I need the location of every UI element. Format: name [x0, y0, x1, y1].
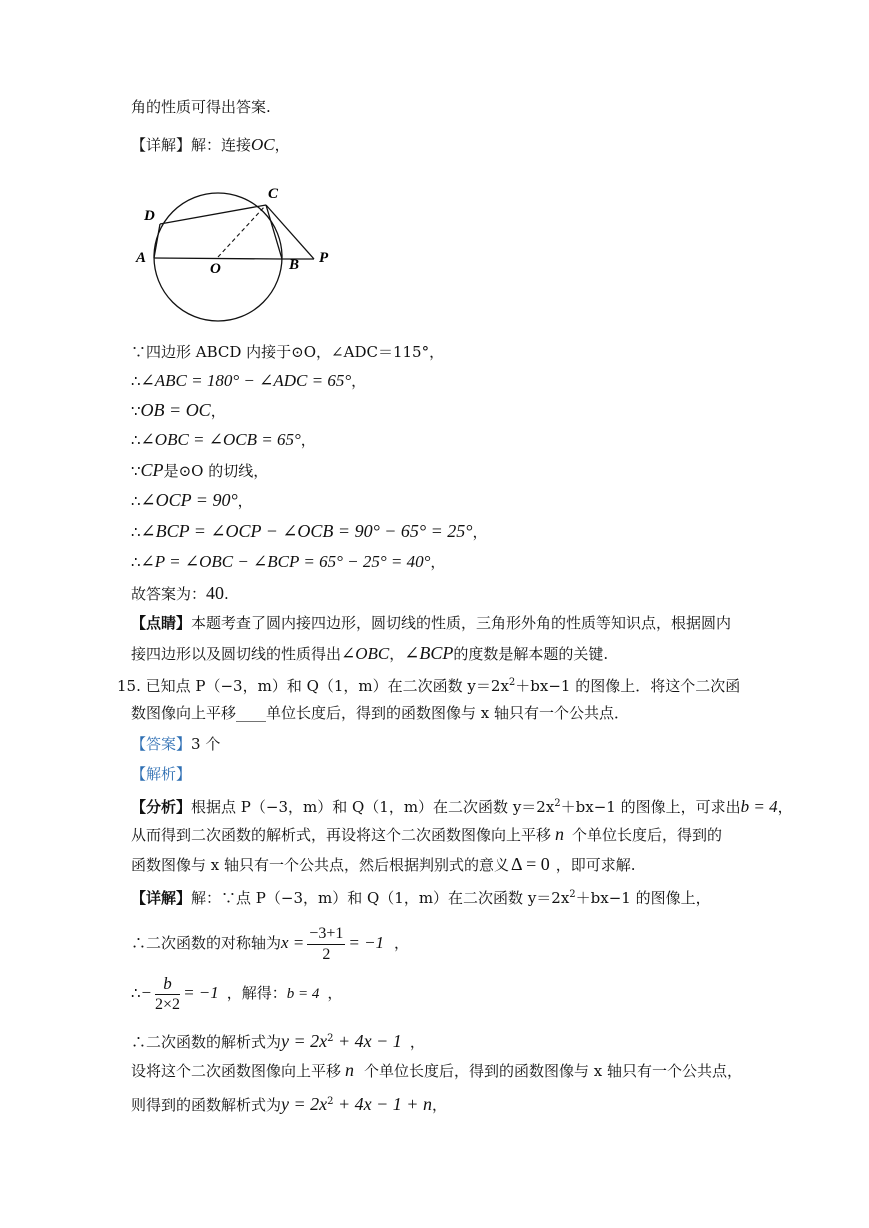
- segment-ab: [154, 258, 282, 259]
- analysis-line: 函数图像与 x 轴只有一个公共点，然后根据判别式的意义 Δ = 0 ，即可求解.: [131, 854, 636, 874]
- answer-tag: 【答案】: [131, 735, 192, 753]
- tangent-cp: [266, 205, 314, 259]
- text-line: 角的性质可得出答案.: [131, 98, 271, 116]
- detail-line: 【详解】解：连接OC，: [131, 135, 290, 154]
- math-line: ∴∠BCP = ∠OCP − ∠OCB = 90° − 65° = 25°，: [131, 521, 488, 541]
- fraction: $\frac{b}{2\times 2}$: [155, 973, 181, 1013]
- analysis-tag: 【解析】: [131, 765, 192, 783]
- math-line: ∵CP是⊙O 的切线，: [131, 460, 269, 480]
- step-shift-line: 设将这个二次函数图像向上平移 n 个单位长度后，得到的函数图像与 x 轴只有一个公共点，: [131, 1060, 743, 1080]
- step-b-line: ∴− $\frac{b}{2\times 2}$ = −1 ，解得：b = 4 ，: [131, 973, 343, 1013]
- step-result-line: 则得到的函数解析式为$y = 2x^2 + 4x - 1 + n$，: [131, 1094, 447, 1114]
- math-line: ∴∠OCP = 90°，: [131, 490, 253, 510]
- segment-ad: [154, 224, 160, 258]
- detail-line: 【详解】解：∵点 P（−3，m）和 Q（1，m）在二次函数 $y=2x^2+bx-1$ 的图像上，: [131, 889, 711, 907]
- comment-tag: 【点睛】: [131, 614, 192, 632]
- label-c: C: [268, 186, 279, 202]
- analysis-line: 从而得到二次函数的解析式，再设将这个二次函数图像向上平移 n 个单位长度后，得到的: [131, 824, 723, 844]
- step-expr-line: ∴二次函数的解析式为$y = 2x^2 + 4x - 1$ ，: [131, 1031, 425, 1051]
- answer-line: 故答案为：40.: [131, 583, 229, 603]
- analysis-line: 【分析】根据点 P（−3，m）和 Q（1，m）在二次函数 $y=2x^2+bx-1$ 的图像上，可求出b = 4，: [131, 797, 793, 816]
- math-line: ∴∠P = ∠OBC − ∠BCP = 65° − 25° = 40°，: [131, 552, 446, 571]
- label-d: D: [144, 208, 155, 224]
- math-line: ∴∠OBC = ∠OCB = 65°，: [131, 430, 316, 449]
- question-15: 15. 已知点 P（−3，m）和 Q（1，m）在二次函数 $y=2x^2+bx-1$ 的图像上．将这个二次函: [117, 677, 741, 695]
- label-b: B: [289, 257, 300, 273]
- comment-line: 接四边形以及圆切线的性质得出∠OBC，∠BCP的度数是解本题的关键.: [131, 643, 609, 663]
- label-a: A: [136, 250, 147, 266]
- answer-block: 【答案】3 个: [131, 735, 221, 753]
- segment-dc: [160, 205, 266, 224]
- math-line: ∵OB = OC，: [131, 400, 226, 420]
- text-line: ∵四边形 ABCD 内接于⊙O，∠ADC＝115°，: [131, 343, 445, 361]
- fraction: $\frac{-3+1}{2}$: [309, 924, 344, 963]
- label-p: P: [319, 250, 329, 266]
- circle-diagram: [130, 178, 350, 338]
- step-axis-line: ∴二次函数的对称轴为x = $\frac{-3+1}{2}$ = −1 ，: [131, 924, 410, 963]
- analysis-header: [131, 763, 191, 785]
- detail-tag: 【详解】: [131, 136, 192, 154]
- math-line: ∴∠ABC = 180° − ∠ADC = 65°，: [131, 371, 367, 390]
- question-15-cont: 数图像向上平移____单位长度后，得到的函数图像与 x 轴只有一个公共点．: [131, 704, 629, 722]
- comment-line: 【点睛】本题考查了圆内接四边形，圆切线的性质，三角形外角的性质等知识点，根据圆内: [131, 614, 732, 632]
- label-o: O: [210, 261, 221, 277]
